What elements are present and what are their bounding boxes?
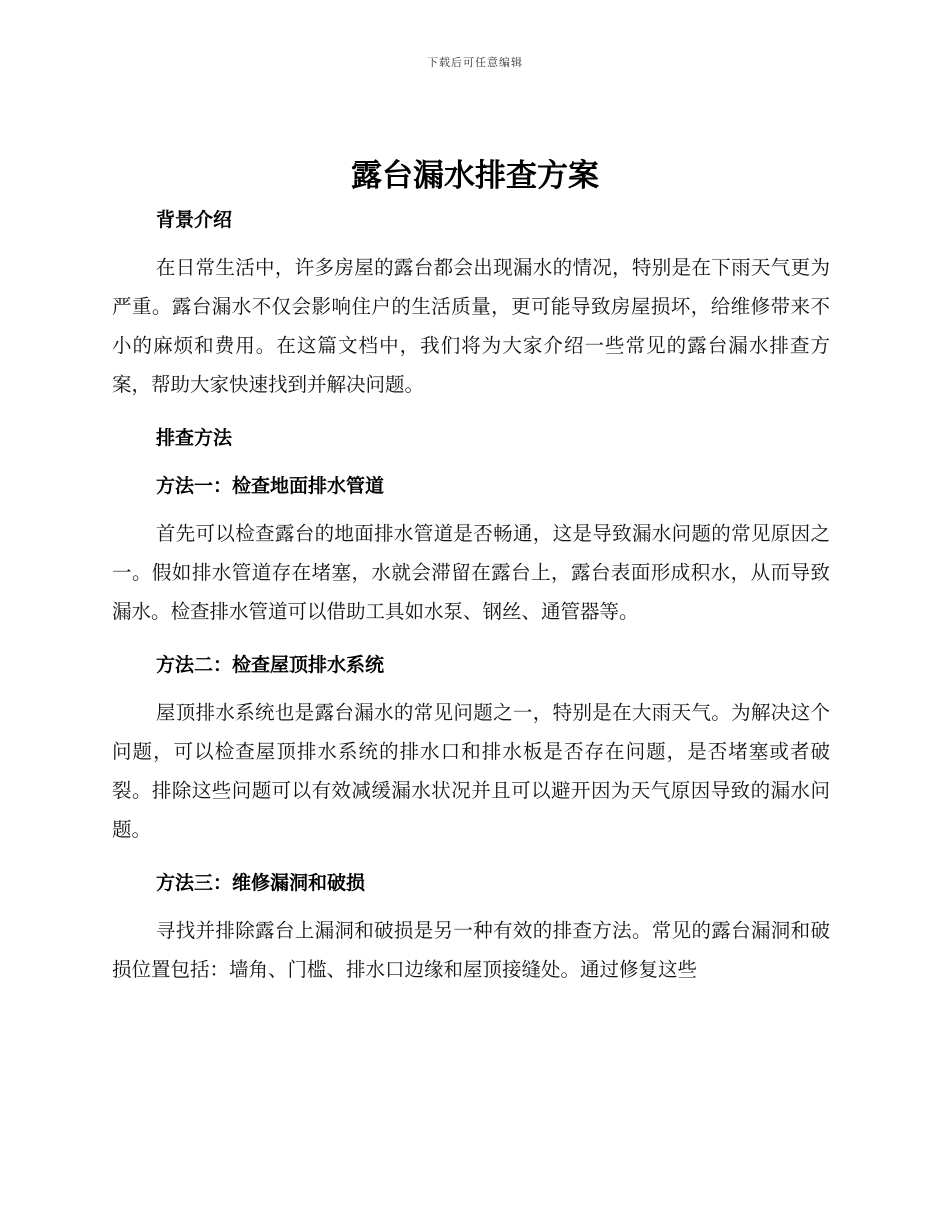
spacer [112,685,830,693]
document-title: 露台漏水排查方案 [351,158,599,194]
spacer [112,506,830,514]
paragraph-method1: 首先可以检查露台的地面排水管道是否畅通，这是导致漏水问题的常见原因之一。假如排水管道存在堵塞，水就会滞留在露台上，露台表面形成积水，从而导致漏水。检查排水管道可以借助工具如水泵、钢丝、通管器等。 [112,522,830,623]
spacer [112,404,830,418]
section-heading-method2: 方法二：检查屋顶排水系统 [156,654,385,676]
spacer [112,240,830,248]
spacer [112,458,830,466]
section-heading-method3: 方法三：维修漏洞和破损 [156,872,366,894]
section-heading-method1: 方法一：检查地面排水管道 [156,475,385,497]
page-header-note: 下载后可任意编辑 [427,56,523,69]
section-heading-methods: 排查方法 [156,427,233,449]
paragraph-method2: 屋顶排水系统也是露台漏水的常见问题之一，特别是在大雨天气。为解决这个问题，可以检查屋顶排水系统的排水口和排水板是否存在问题，是否堵塞或者破裂。排除这些问题可以有效减缓漏水状况并且可以避开因为天气原因导致的漏水问题。 [112,701,830,841]
document-body [112,200,830,989]
spacer [112,903,830,911]
paragraph-background: 在日常生活中，许多房屋的露台都会出现漏水的情况，特别是在下雨天气更为严重。露台漏水不仅会影响住户的生活质量，更可能导致房屋损坏，给维修带来不小的麻烦和费用。在这篇文档中，我们将为大家介绍一些常见的露台漏水排查方案，帮助大家快速找到并解决问题。 [112,256,830,396]
spacer [112,849,830,863]
paragraph-method3: 寻找并排除露台上漏洞和破损是另一种有效的排查方法。常见的露台漏洞和破损位置包括：墙角、门槛、排水口边缘和屋顶接缝处。通过修复这些 [112,919,830,981]
section-heading-background: 背景介绍 [156,209,233,231]
spacer [112,631,830,645]
